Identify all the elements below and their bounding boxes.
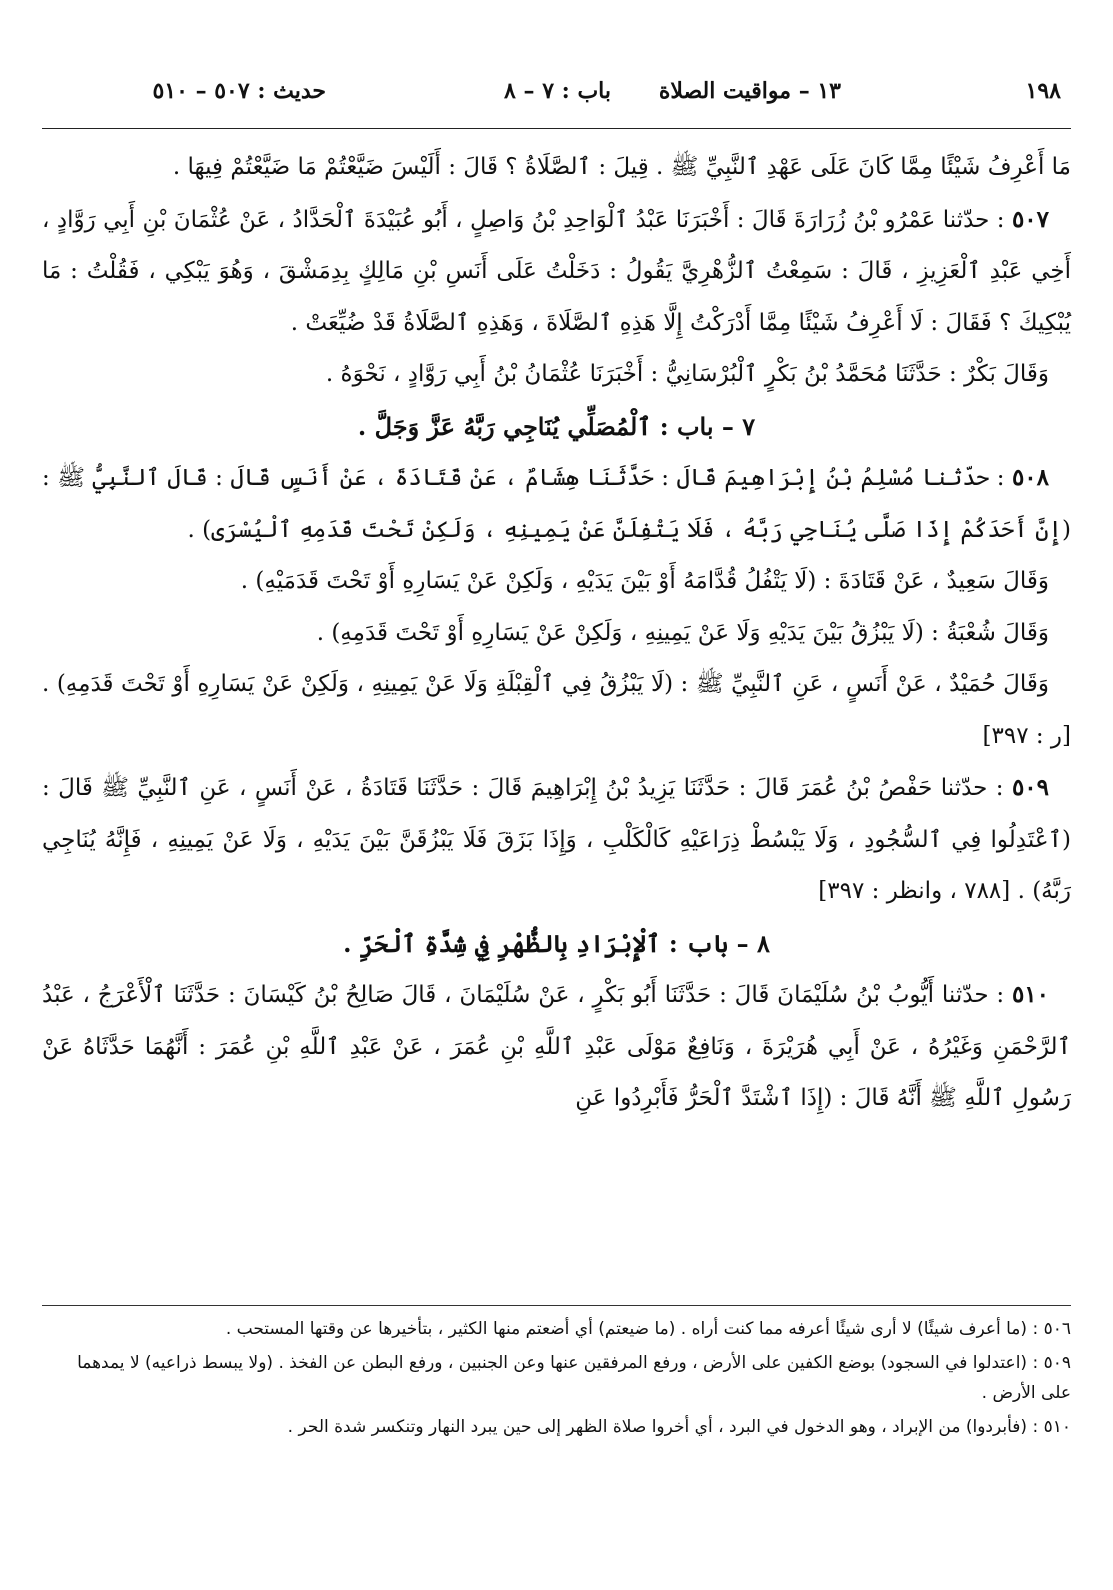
hadith-text: : حدّثنا أَيُّوبُ بْنُ سُلَيْمَانَ قَالَ : حَدَّثَنَا أَبُو بَكْرٍ ، عَنْ سُلَيْمَانَ ، قَالَ صَالِحُ بْنُ كَيْسَانَ : حَدَّثَنَا ٱلْأَعْرَجُ ، عَبْدُ ٱلرَّحْمَنِ وَغَيْرُهُ ، عَنْ أَبِي هُرَيْرَةَ ، وَنَافِعٌ مَوْلَى عَبْدِ ٱللَّهِ بْنِ عُمَرَ ، عَنْ عَبْدِ ٱللَّهِ بْنِ عُمَرَ : أَنَّهُمَا حَدَّثَاهُ عَنْ رَسُولِ ٱللَّهِ ﷺ أَنَّهُ قَالَ : (إِذَا ٱشْتَدَّ ٱلْحَرُّ فَأَبْرِدُوا عَنِ	[42, 982, 1071, 1111]
hadith-508	[42, 452, 1071, 556]
hadith-508-said: وَقَالَ سَعِيدٌ ، عَنْ قَتَادَةَ : (لَا يَتْفُلُ قُدَّامَهُ أَوْ بَيْنَ يَدَيْهِ ، وَلَكِنْ عَنْ يَسَارِهِ أَوْ تَحْتَ قَدَمَيْهِ) .	[240, 568, 1049, 594]
hadith-509	[42, 762, 1071, 918]
continuation-line: مَا أَعْرِفُ شَيْئًا مِمَّا كَانَ عَلَى عَهْدِ ٱلنَّبِيِّ ﷺ . قِيلَ : ٱلصَّلَاةُ ؟ قَالَ : أَلَيْسَ ضَيَّعْتُمْ مَا ضَيَّعْتُمْ فِيهَا .	[172, 154, 1071, 180]
bab-8-heading: ٨ – باب : ٱلْإِبْرَادِ بِالظُّهْرِ فِي شِدَّةِ ٱلْحَرِّ .	[343, 928, 770, 958]
hadith-508-shuba: وَقَالَ شُعْبَةُ : (لَا يَبْزُقُ بَيْنَ يَدَيْهِ وَلَا عَنْ يَمِينِهِ ، وَلَكِنْ عَنْ يَسَارِهِ أَوْ تَحْتَ قَدَمِهِ) .	[316, 619, 1049, 646]
main-text	[42, 142, 1071, 1307]
hadith-number: ٥٠٨	[1011, 464, 1049, 491]
footnote-509: ٥٠٩ : (اعتدلوا في السجود) بوضع الكفين على الأرض ، ورفع المرفقين عنها وعن الجنبين ، ورفع البطن عن الفخذ . (ولا يبسط ذراعيه) لا يمدهما على الأرض .	[77, 1353, 1071, 1403]
hadith-508-humayd: وَقَالَ حُمَيْدٌ ، عَنْ أَنَسٍ ، عَنِ ٱلنَّبِيِّ ﷺ : (لَا يَبْزُقُ فِي ٱلْقِبْلَةِ وَلَا عَنْ يَمِينِهِ ، وَلَكِنْ عَنْ يَسَارِهِ أَوْ تَحْتَ قَدَمِهِ) . [ر : ٣٩٧]	[42, 671, 1071, 749]
chapter-title: ١٣ – مواقيت الصلاة	[658, 78, 841, 104]
hadith-text: : حدّثنا حَفْصُ بْنُ عُمَرَ قَالَ : حَدَّثَنَا يَزِيدُ بْنُ إِبْرَاهِيمَ قَالَ : حَدَّثَنَا قَتَادَةُ ، عَنْ أَنَسٍ ، عَنِ ٱلنَّبِيِّ ﷺ قَالَ : (ٱعْتَدِلُوا فِي ٱلسُّجُودِ ، وَلَا يَبْسُطْ ذِرَاعَيْهِ كَالْكَلْبِ ، وَإِذَا بَزَقَ فَلَا يَبْزُقَنَّ بَيْنَ يَدَيْهِ ، وَلَا عَنْ يَمِينِهِ ، فَإِنَّهُ يُنَاجِي رَبَّهُ) . [٧٨٨ ، وانظر : ٣٩٧]	[42, 775, 1071, 904]
footnote-rule	[42, 1305, 1071, 1306]
hadith-number: ٥١٠	[1011, 981, 1049, 1008]
hadith-510	[42, 969, 1071, 1125]
footnote-510: ٥١٠ : (فأبردوا) من الإبراد ، وهو الدخول في البرد ، أي أخروا صلاة الظهر إلى حين يبرد النهار وتنكسر شدة الحر .	[287, 1417, 1071, 1437]
hadith-number: ٥٠٩	[1011, 774, 1049, 801]
header-rule	[42, 128, 1071, 129]
hadith-507-bakr: وَقَالَ بَكْرٌ : حَدَّثَنَا مُحَمَّدُ بْنُ بَكْرٍ ٱلْبُرْسَانِيُّ : أَخْبَرَنَا عُثْمَانُ بْنُ أَبِي رَوَّادٍ ، نَحْوَهُ .	[325, 361, 1049, 387]
bab-range: باب : ٧ – ٨	[504, 78, 611, 104]
hadith-507	[42, 194, 1071, 350]
running-header	[42, 70, 1071, 114]
hadith-text: : حدّثنا مُسْلِمُ بْنُ إِبْرَاهِيمَ قَالَ : حَدَّثَنَا هِشَامٌ ، عَنْ قَتَادَةَ ، عَنْ أَنَسٍ قَالَ : قَالَ ٱلنَّبِيُّ ﷺ : (إِنَّ أَحَدَكُمْ إِذَا صَلَّى يُنَاجِي رَبَّهُ ، فَلَا يَتْفِلَنَّ عَنْ يَمِينِهِ ، وَلَكِنْ تَحْتَ قَدَمِهِ ٱلْيُسْرَى) .	[42, 465, 1071, 543]
bab-7-heading: ٧ – باب : ٱلْمُصَلِّي يُنَاجِي رَبَّهُ عَزَّ وَجَلَّ .	[357, 411, 756, 441]
hadith-text: : حدّثنا عَمْرُو بْنُ زُرَارَةَ قَالَ : أَخْبَرَنَا عَبْدُ ٱلْوَاحِدِ بْنُ وَاصِلٍ ، أَبُو عُبَيْدَةَ ٱلْحَدَّادُ ، عَنْ عُثْمَانَ بْنِ أَبِي رَوَّادٍ ، أَخِي عَبْدِ ٱلْعَزِيزِ ، قَالَ : سَمِعْتُ ٱلزُّهْرِيَّ يَقُولُ : دَخَلْتُ عَلَى أَنَسِ بْنِ مَالِكٍ بِدِمَشْقَ ، وَهُوَ يَبْكِي ، فَقُلْتُ : مَا يُبْكِيكَ ؟ فَقَالَ : لَا أَعْرِفُ شَيْئًا مِمَّا أَدْرَكْتُ إِلَّا هَذِهِ ٱلصَّلَاةَ ، وَهَذِهِ ٱلصَّلَاةُ قَدْ ضُيِّعَتْ .	[42, 206, 1071, 336]
page-number: ١٩٨	[1025, 78, 1061, 104]
hadith-range: حديث : ٥٠٧ – ٥١٠	[152, 78, 326, 104]
footnotes	[42, 1314, 1071, 1446]
hadith-number: ٥٠٧	[1011, 205, 1050, 233]
footnote-506: ٥٠٦ : (ما أعرف شيئًا) لا أرى شيئًا أعرفه مما كنت أراه . (ما ضيعتم) أي أضعتم منها الكثير ، بتأخيرها عن وقتها المستحب .	[225, 1319, 1071, 1339]
